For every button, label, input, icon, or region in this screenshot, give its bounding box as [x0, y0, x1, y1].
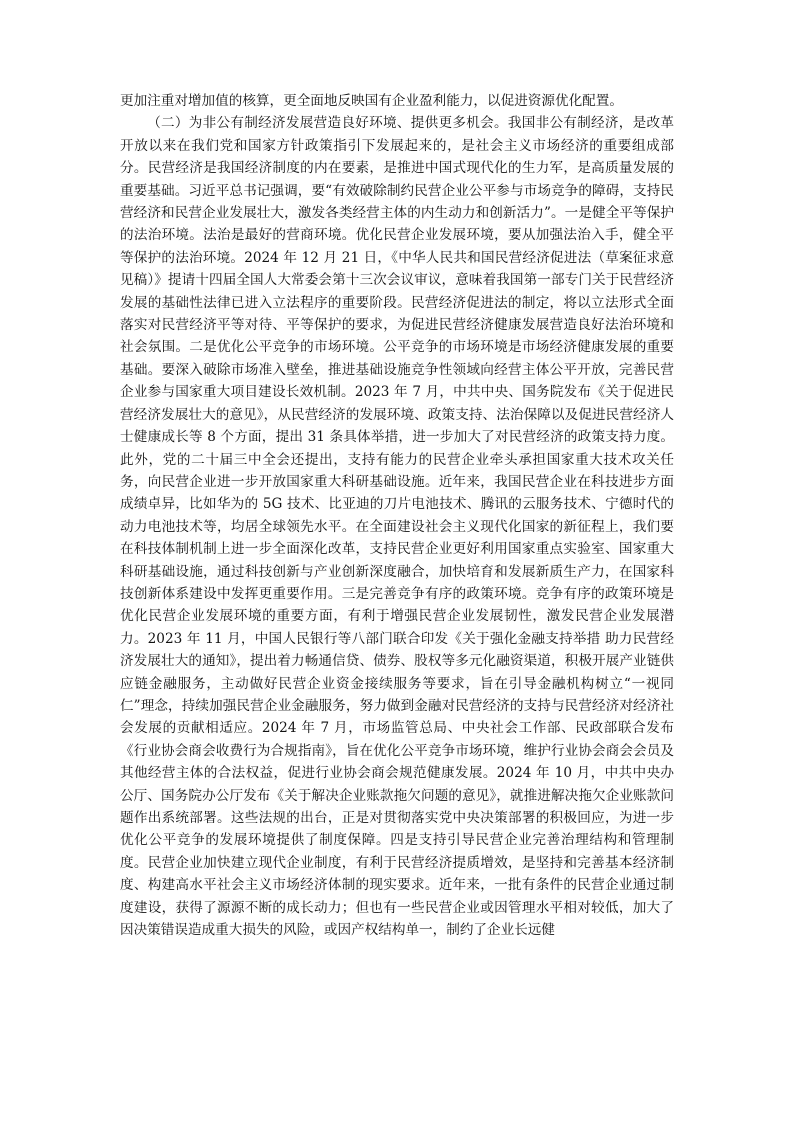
document-page	[120, 90, 674, 941]
paragraph-non-public-economy: （二）为非公有制经济发展营造良好环境、提供更多机会。我国非公有制经济，是改革开放以来在我们党和国家方针政策指引下发展起来的，是社会主义市场经济的重要组成部分。民营经济是我国经济制度的内在要素，是推进中国式现代化的生力军，是高质量发展的重要基础。习近平总书记强调，要“有效破除制约民营企业公平参与市场竞争的障碍，支持民营经济和民营企业发展壮大，激发各类经营主体的内生动力和创新活力”。一是健全平等保护的法治环境。法治是最好的营商环境。优化民营企业发展环境，要从加强法治入手，健全平等保护的法治环境。2024 年 12 月 21 日，《中华人民共和国民营经济促进法（草案征求意见稿）》提请十四届全国人大常委会第十三次会议审议，意味着我国第一部专门关于民营经济发展的基础性法律已进入立法程序的重要阶段。民营经济促进法的制定，将以立法形式全面落实对民营经济平等对待、平等保护的要求，为促进民营经济健康发展营造良好法治环境和社会氛围。二是优化公平竞争的市场环境。公平竞争的市场环境是市场经济健康发展的重要基础。要深入破除市场准入壁垒，推进基础设施竞争性领域向经营主体公平开放，完善民营企业参与国家重大项目建设长效机制。2023 年 7 月，中共中央、国务院发布《关于促进民营经济发展壮大的意见》，从民营经济的发展环境、政策支持、法治保障以及促进民营经济人士健康成长等 8 个方面，提出 31 条具体举措，进一步加大了对民营经济的政策支持力度。此外，党的二十届三中全会还提出，支持有能力的民营企业牵头承担国家重大技术攻关任务，向民营企业进一步开放国家重大科研基础设施。近年来，我国民营企业在科技进步方面成绩卓异，比如华为的 5G 技术、比亚迪的刀片电池技术、腾讯的云服务技术、宁德时代的动力电池技术等，均居全球领先水平。在全面建设社会主义现代化国家的新征程上，我们要在科技体制机制上进一步全面深化改革，支持民营企业更好利用国家重点实验室、国家重大科研基础设施，通过科技创新与产业创新深度融合，加快培育和发展新质生产力，在国家科技创新体系建设中发挥更重要作用。三是完善竞争有序的政策环境。竞争有序的政策环境是优化民营企业发展环境的重要方面，有利于增强民营企业发展韧性，激发民营企业发展潜力。2023 年 11 月，中国人民银行等八部门联合印发《关于强化金融支持举措 助力民营经济发展壮大的通知》，提出着力畅通信贷、债券、股权等多元化融资渠道，积极开展产业链供应链金融服务，主动做好民营企业资金接续服务等要求，旨在引导金融机构树立“一视同仁”理念，持续加强民营企业金融服务，努力做到金融对民营经济的支持与民营经济对经济社会发展的贡献相适应。2024 年 7 月，市场监管总局、中央社会工作部、民政部联合发布《行业协会商会收费行为合规指南》，旨在优化公平竞争市场环境，维护行业协会商会会员及其他经营主体的合法权益，促进行业协会商会规范健康发展。2024 年 10 月，中共中央办公厅、国务院办公厅发布《关于解决企业账款拖欠问题的意见》，就推进解决拖欠企业账款问题作出系统部署。这些法规的出台，正是对贯彻落实党中央决策部署的积极回应，为进一步优化公平竞争的发展环境提供了制度保障。四是支持引导民营企业完善治理结构和管理制度。民营企业加快建立现代企业制度，有利于民营经济提质增效，是坚持和完善基本经济制度、构建高水平社会主义市场经济体制的现实要求。近年来，一批有条件的民营企业通过制度建设，获得了源源不断的成长动力；但也有一些民营企业或因管理水平相对较低，加大了因决策错误造成重大损失的风险，或因产权结构单一，制约了企业长远健	[120, 115, 674, 939]
paragraph-continuation: 更加注重对增加值的核算，更全面地反映国有企业盈利能力，以促进资源优化配置。	[120, 93, 623, 109]
